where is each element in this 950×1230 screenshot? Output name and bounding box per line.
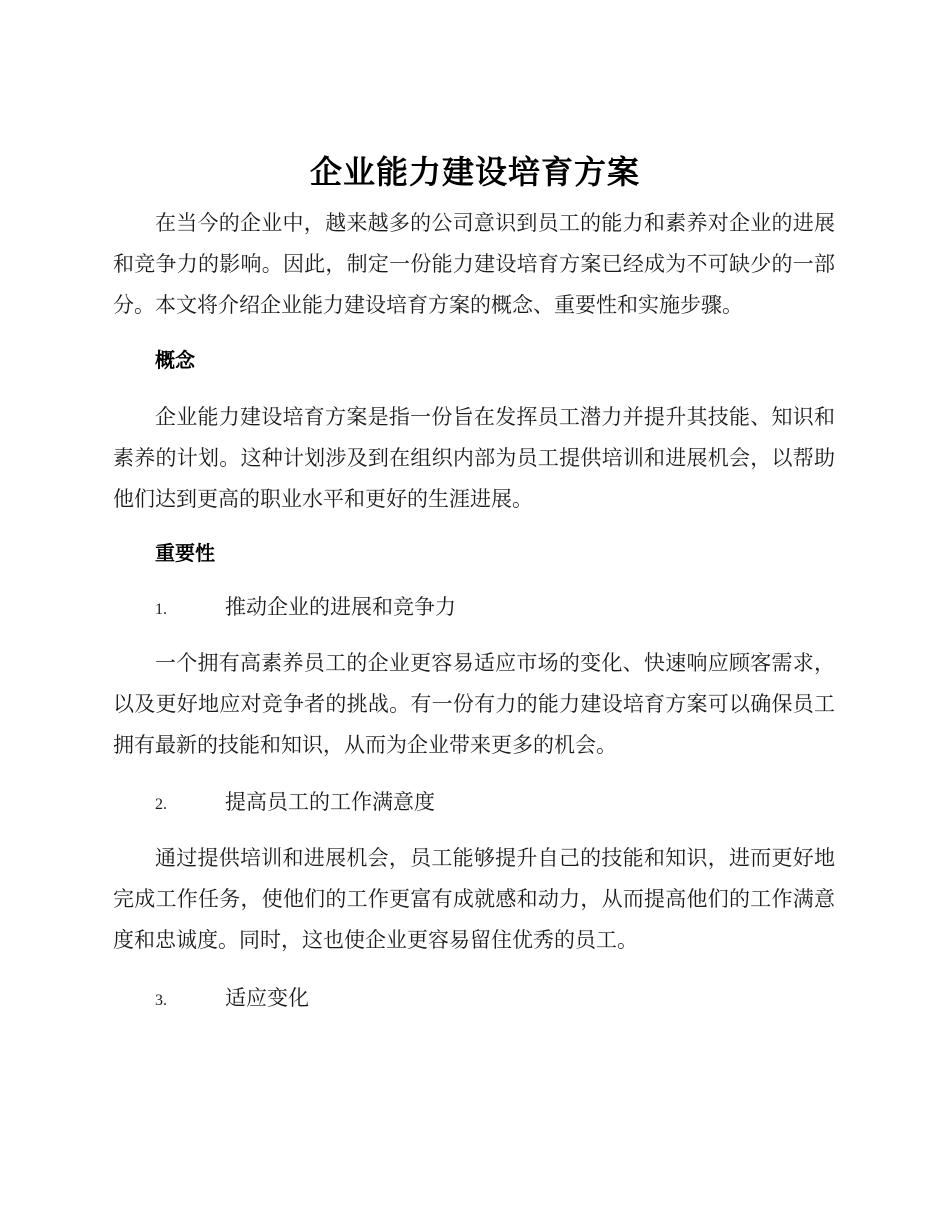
list-number: 2.: [155, 796, 167, 813]
list-item-title: 提高员工的工作满意度: [225, 790, 435, 814]
list-number: 3.: [155, 992, 167, 1009]
list-item-title: 适应变化: [225, 986, 309, 1010]
concept-paragraph: 企业能力建设培育方案是指一份旨在发挥员工潜力并提升其技能、知识和素养的计划。这种计划涉及到在组织内部为员工提供培训和进展机会，以帮助他们达到更高的职业水平和更好的生涯进展。: [113, 405, 835, 511]
list-item-1: [155, 592, 456, 625]
importance-heading: 重要性: [155, 541, 215, 565]
concept-heading: 概念: [155, 348, 195, 372]
intro-paragraph: 在当今的企业中，越来越多的公司意识到员工的能力和素养对企业的进展和竞争力的影响。因此，制定一份能力建设培育方案已经成为不可缺少的一部分。本文将介绍企业能力建设培育方案的概念、重要性和实施步骤。: [113, 211, 835, 317]
item-2-paragraph: 通过提供培训和进展机会，员工能够提升自己的技能和知识，进而更好地完成工作任务，使他们的工作更富有成就感和动力，从而提高他们的工作满意度和忠诚度。同时，这也使企业更容易留住优秀的员工。: [113, 846, 835, 952]
list-item-title: 推动企业的进展和竞争力: [225, 595, 456, 619]
list-number: 1.: [155, 601, 167, 618]
list-item-3: [155, 983, 309, 1016]
document-title: 企业能力建设培育方案: [309, 153, 640, 191]
list-item-2: [155, 787, 435, 820]
item-1-paragraph: 一个拥有高素养员工的企业更容易适应市场的变化、快速响应顾客需求，以及更好地应对竞争者的挑战。有一份有力的能力建设培育方案可以确保员工拥有最新的技能和知识，从而为企业带来更多的机会。: [113, 651, 835, 757]
